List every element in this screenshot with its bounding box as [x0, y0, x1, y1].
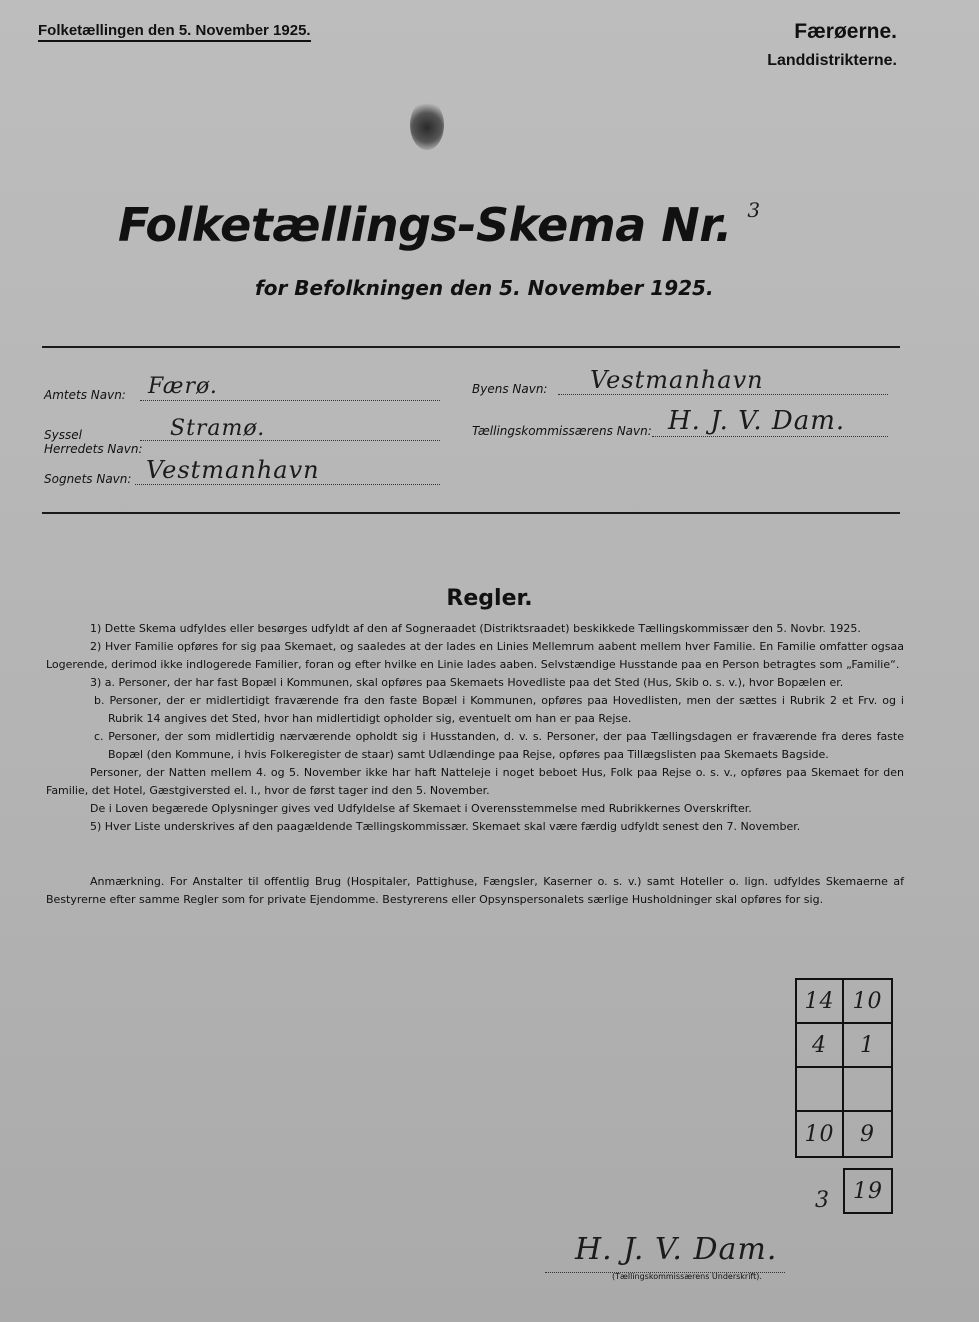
form-subtitle: for Befolkningen den 5. November 1925. — [255, 276, 714, 300]
signature-handwritten: H. J. V. Dam. — [575, 1232, 778, 1267]
top-rule — [42, 346, 900, 348]
tally-cell: 9 — [860, 1121, 875, 1147]
sogn-value: Vestmanhavn — [146, 456, 320, 484]
rule-item: 3) a. Personer, der har fast Bopæl i Kommunen, skal opføres paa Skemaets Hovedliste paa det Sted (Hus, Skib o. s. v.), hvor Bopælen er. — [90, 676, 844, 689]
form-title — [118, 198, 761, 252]
fields-bottom-rule — [42, 512, 900, 514]
district-title: Landdistrikterne. — [767, 52, 897, 69]
tally-cell: 1 — [844, 1024, 891, 1068]
census-date-header: Folketællingen den 5. November 1925. — [38, 22, 311, 42]
rule-item: De i Loven begærede Oplysninger gives ved Udfyldelse af Skemaet i Overensstemmelse med Rubrikkernes Overskrifter. — [90, 802, 752, 815]
region-title: Færøerne. — [794, 20, 897, 43]
sogn-line — [135, 484, 440, 485]
rule-item: b. Personer, der er midlertidigt fraværende fra den faste Bopæl i Kommunen, opføres paa Hovedlisten, men der sættes i Rubrik 2 et Frv. og i Rubrik 14 angives det Sted, hvor han midlertidigt opholder sig, eventuelt om han er paa Rejse. — [94, 694, 904, 725]
tally-box — [795, 978, 893, 1158]
rules-list — [46, 620, 904, 836]
kommissaer-value: H. J. V. Dam. — [668, 406, 846, 436]
syssel-value: Stramø. — [170, 416, 266, 441]
rule-item: Personer, der Natten mellem 4. og 5. November ikke har haft Natteleje i noget beboet Hus, Folk paa Rejse o. s. v., opføres paa Skemaet for den Familie, det Hotel, Gæstgiversted el. l., hvor de først tager ind den 5. November. — [46, 766, 904, 797]
by-value: Vestmanhavn — [590, 366, 764, 394]
tally-cell: 14 — [797, 980, 844, 1024]
amt-label: Amtets Navn: — [44, 388, 126, 402]
kommissaer-line — [652, 436, 888, 437]
tally-cell: 10 — [797, 1112, 844, 1156]
by-label: Byens Navn: — [472, 382, 548, 396]
signature-caption: (Tællingskommissærens Underskrift). — [612, 1272, 762, 1281]
form-title-text: Folketællings-Skema Nr. — [118, 198, 732, 252]
rule-item: 1) Dette Skema udfyldes eller besørges udfyldt af den af Sogneraadet (Distriktsraadet) beskikkede Tællingskommissær den 5. Novbr. 1925. — [90, 622, 861, 635]
tally-cell — [797, 1068, 844, 1112]
form-number-handwritten: 3 — [747, 198, 762, 222]
syssel-label: Syssel Herredets Navn: — [44, 428, 143, 456]
tally-cell: 10 — [844, 980, 891, 1024]
amt-value: Færø. — [148, 374, 218, 399]
rule-item: 2) Hver Familie opføres for sig paa Skemaet, og saaledes at der lades en Linies Mellemrum aabent mellem hver Familie. En Familie omfatter ogsaa Logerende, derimod ikke indlogerede Familier, foran og efter hvilke en Linie lades aaben. Selvstændige Husstande paa en Person betragtes som „Familie“. — [46, 640, 904, 671]
rules-heading: Regler. — [446, 586, 533, 611]
rule-item: c. Personer, der som midlertidig nærværende opholdt sig i Husstanden, d. v. s. Personer, der paa Tællingsdagen er fraværende fra deres faste Bopæl (den Kommune, i hvis Folkeregister de staar) samt Udlændinge paa Rejse, opføres paa Tillægslisten paa Skemaets Bagside. — [94, 730, 904, 761]
note-paragraph: Anmærkning. For Anstalter til offentlig Brug (Hospitaler, Pattighuse, Fængsler, Kaserner o. s. v.) samt Hoteller o. lign. udfyldes Skemaerne af Bestyrerne efter samme Regler som for private Ejendomme. Bestyrerens eller Opsynspersonalets særlige Husholdninger skal opføres for sig. — [46, 875, 904, 906]
by-line — [558, 394, 888, 395]
amt-line — [140, 400, 440, 401]
tally-cell: 4 — [797, 1024, 844, 1068]
ink-blot — [410, 100, 444, 150]
kommissaer-label: Tællingskommissærens Navn: — [472, 424, 652, 438]
tally-outside-left: 3 — [815, 1188, 830, 1213]
sogn-label: Sognets Navn: — [44, 472, 132, 486]
tally-total-value: 19 — [853, 1178, 883, 1204]
tally-total-box — [843, 1168, 893, 1214]
tally-cell — [844, 1068, 891, 1112]
rule-item: 5) Hver Liste underskrives af den paagældende Tællingskommissær. Skemaet skal være færdig udfyldt senest den 7. November. — [90, 820, 801, 833]
